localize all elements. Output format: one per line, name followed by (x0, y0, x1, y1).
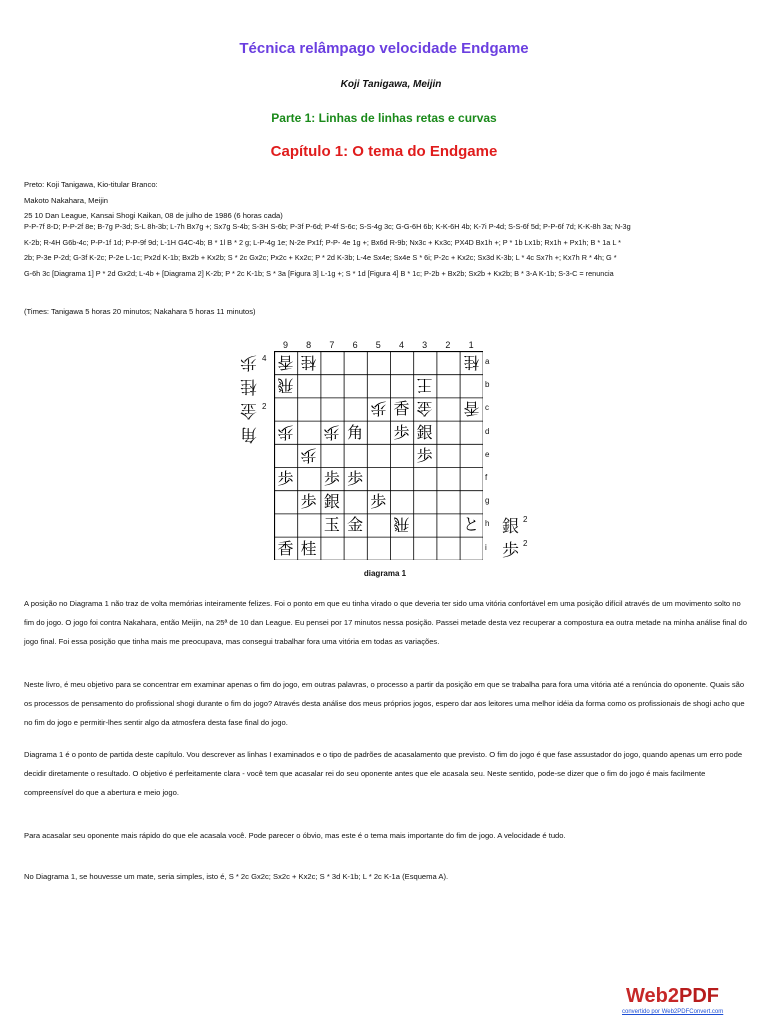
game-info (24, 177, 754, 224)
shogi-piece: 歩 (277, 469, 294, 488)
move-record (24, 219, 759, 281)
logo-brand-pdf: PDF (678, 985, 719, 1007)
logo-brand-web2: Web2 (626, 985, 679, 1007)
shogi-piece: 金 (347, 515, 364, 535)
shogi-piece: 銀 (416, 422, 433, 442)
hand-piece: 歩 (240, 352, 257, 372)
author-line: Koji Tanigawa, Meijin (340, 79, 442, 90)
paragraph: Diagrama 1 é o ponto de partida deste capítulo. Vou descrever as linhas I examinados e o tipo de padrões de acasalamento que previsto. O fim do jogo é que fase assustador do jogo, quando apenas um erro pode decidir diretamente o resultado. O objetivo é perfeitamente clara - você tem que acasalar rei do seu oponente antes que ele acasala seu. Neste sentido, pode-se dizer que o fim do jogo é mais facilmente compreensível do que a abertura e meio jogo. (24, 750, 743, 797)
shogi-piece: 飛 (393, 515, 410, 535)
rank-letter: h (485, 519, 490, 529)
shogi-piece: 歩 (300, 492, 317, 512)
shogi-piece: 香 (277, 353, 294, 372)
shogi-piece: 銀 (323, 492, 340, 512)
hand-piece: 銀 (502, 517, 519, 537)
hand-count: 4 (262, 354, 267, 363)
paragraph: No Diagrama 1, se houvesse um mate, seria simples, isto é, S * 2c Gx2c; Sx2c + Kx2c; S * 3d K-1b; L * 2c K-1a (Esquema A). (24, 872, 449, 881)
paragraph: Para acasalar seu oponente mais rápido do que ele acasala você. Pode parecer o óbvio, mas este é o tema mais importante do fim de jogo. A velocidade é tudo. (24, 831, 566, 840)
file-number: 2 (445, 340, 451, 350)
rank-letter: g (485, 496, 490, 506)
rank-letter: c (485, 403, 489, 413)
shogi-piece: 歩 (370, 399, 387, 419)
chapter-heading: Capítulo 1: O tema do Endgame (270, 143, 498, 160)
shogi-piece: 香 (393, 399, 410, 419)
move-line: P-P-7f 8-D; P-P-2f 8e; B-7g P-3d; S-L 8h-3b; L-7h Bx7g +; Sx7g S-4b; S-3H S-6b; P-3f P-6d; P-4f S-6c; S-S-4g 3c; G-G-6H 6b; K-K-6H 4b; K-7i P-4d; S-S-6f 5d; P-P-6f 7d; K-K-8h 3a; N-3g (24, 222, 631, 231)
shogi-piece: 飛 (277, 376, 294, 396)
file-number: 4 (398, 340, 404, 350)
file-number: 1 (468, 340, 474, 350)
hand-count: 2 (262, 402, 267, 411)
game-info-event: 25 10 Dan League, Kansai Shogi Kaikan, 08 de julho de 1986 (6 horas cada) (24, 211, 283, 220)
shogi-piece: 歩 (323, 422, 340, 442)
file-number: 5 (375, 340, 381, 350)
shogi-piece: 金 (416, 399, 433, 419)
file-number: 6 (352, 340, 358, 350)
move-line: G-6h 3c [Diagrama 1] P * 2d Gx2d; L-4b + [Diagrama 2] K-2b; P * 2c K-1b; S * 3a [Figura 3] L-1g +; S * 1d [Figura 4] B * 1c; P-2b + Bx2b; Sx2b + Kx2b; B * 3-A K-1b; S-3-C = renuncia (24, 268, 614, 278)
web2pdf-logo[interactable] (612, 985, 740, 1019)
shogi-piece: 歩 (393, 422, 410, 442)
shogi-piece: 歩 (300, 445, 317, 465)
rank-letter: d (485, 426, 490, 436)
shogi-piece: 香 (277, 538, 294, 558)
shogi-piece: 香 (463, 399, 480, 419)
hand-piece: 金 (240, 400, 257, 420)
move-line: 2b; P-3e P-2d; G-3f K-2c; P-2e L-1c; Px2d K-1b; Bx2b + Kx2b; S * 2c Gx2c; Px2c + Kx2c; P * 2d K-3b; L-4e Sx4e; Sx4e S * 6i; P-2c + Kx2c; Sx3d K-3b; L * 4c Sx7h +; Kx7h R * 4h; G * (24, 253, 617, 262)
shogi-piece: 歩 (323, 469, 340, 488)
file-number: 7 (329, 340, 335, 350)
hand-count: 2 (523, 539, 528, 548)
shogi-piece: 玉 (323, 515, 340, 535)
logo-wordmark (626, 985, 719, 1008)
game-info-players: Preto: Koji Tanigawa, Kio-titular Branco: (24, 180, 158, 189)
rank-letter: i (485, 542, 487, 552)
paragraph: Neste livro, é meu objetivo para se concentrar em examinar apenas o fim do jogo, em outras palavras, o processo a partir da posição em que se trabalha para fora uma vitória até a renúncia do oponente. Quais são os processos de pensamento do profissional shogi durante o fim do jogo? Através desta análise dos meus próprios jogos, espero dar aos leitores uma melhor idéia da forma como os profissionais de shogi acho que no fim do jogo e permitir-lhes sentir algo da atmosfera desta fase final do jogo. (24, 680, 745, 727)
shogi-piece: 歩 (370, 492, 387, 512)
paragraph: A posição no Diagrama 1 não traz de volta memórias inteiramente felizes. Foi o ponto em que eu tinha virado o que deveria ter sido uma vitória confortável em uma posição difícil através de um movimento solto no fim do jogo. O jogo foi contra Nakahara, então Meijin, na 25ª de 10 dan League. Eu pensei por 17 minutos nessa posição. Passei metade desta vez recuperar a compostura ea outra metade na minha análise final do jogo final. Foi essa posição que tinha mais me preocupava, mas consegui trabalhar fora uma vitória em todas as variações. (24, 599, 747, 646)
rank-letter: f (485, 473, 488, 482)
shogi-piece: 角 (347, 422, 364, 442)
hand-count: 2 (523, 515, 528, 524)
move-line: K-2b; R-4H G6b-4c; P-P-1f 1d; P-P-9f 9d; L-1H G4C-4b; B * 1l B * 2 g; L-P-4g 1e; N-2e Px1f; P-P- 4e 1g +; Bx6d R-9b; Nx3c + Kx3c; PX4D Bx1h +; P * 1b Lx1b; Rx1h + Px1h; B * 1a L * (24, 237, 622, 247)
diagram-caption: diagrama 1 (363, 569, 407, 578)
shogi-piece: 歩 (416, 445, 433, 465)
file-number: 9 (282, 340, 288, 350)
shogi-piece: と (463, 515, 480, 535)
hand-piece: 桂 (240, 376, 257, 396)
rank-letter: a (485, 357, 490, 366)
hand-piece: 歩 (502, 541, 519, 561)
logo-link[interactable]: convertido por Web2PDFConvert.com (622, 1009, 724, 1015)
file-number: 3 (422, 340, 428, 350)
rank-letter: e (485, 449, 490, 459)
times-note: (Times: Tanigawa 5 horas 20 minutos; Nakahara 5 horas 11 minutos) (24, 307, 256, 316)
part-heading: Parte 1: Linhas de linhas retas e curvas (271, 111, 497, 125)
shogi-piece: 歩 (277, 422, 294, 442)
shogi-piece: 歩 (347, 469, 364, 488)
shogi-piece: 王 (416, 376, 433, 396)
shogi-piece: 桂 (463, 353, 480, 372)
hand-piece: 角 (240, 424, 257, 444)
rank-letter: b (485, 380, 490, 390)
game-info-opponent: Makoto Nakahara, Meijin (24, 195, 108, 205)
shogi-piece: 桂 (300, 538, 317, 558)
shogi-piece: 桂 (300, 353, 317, 372)
file-number: 8 (306, 340, 312, 350)
document-title: Técnica relâmpago velocidade Endgame (239, 40, 529, 57)
